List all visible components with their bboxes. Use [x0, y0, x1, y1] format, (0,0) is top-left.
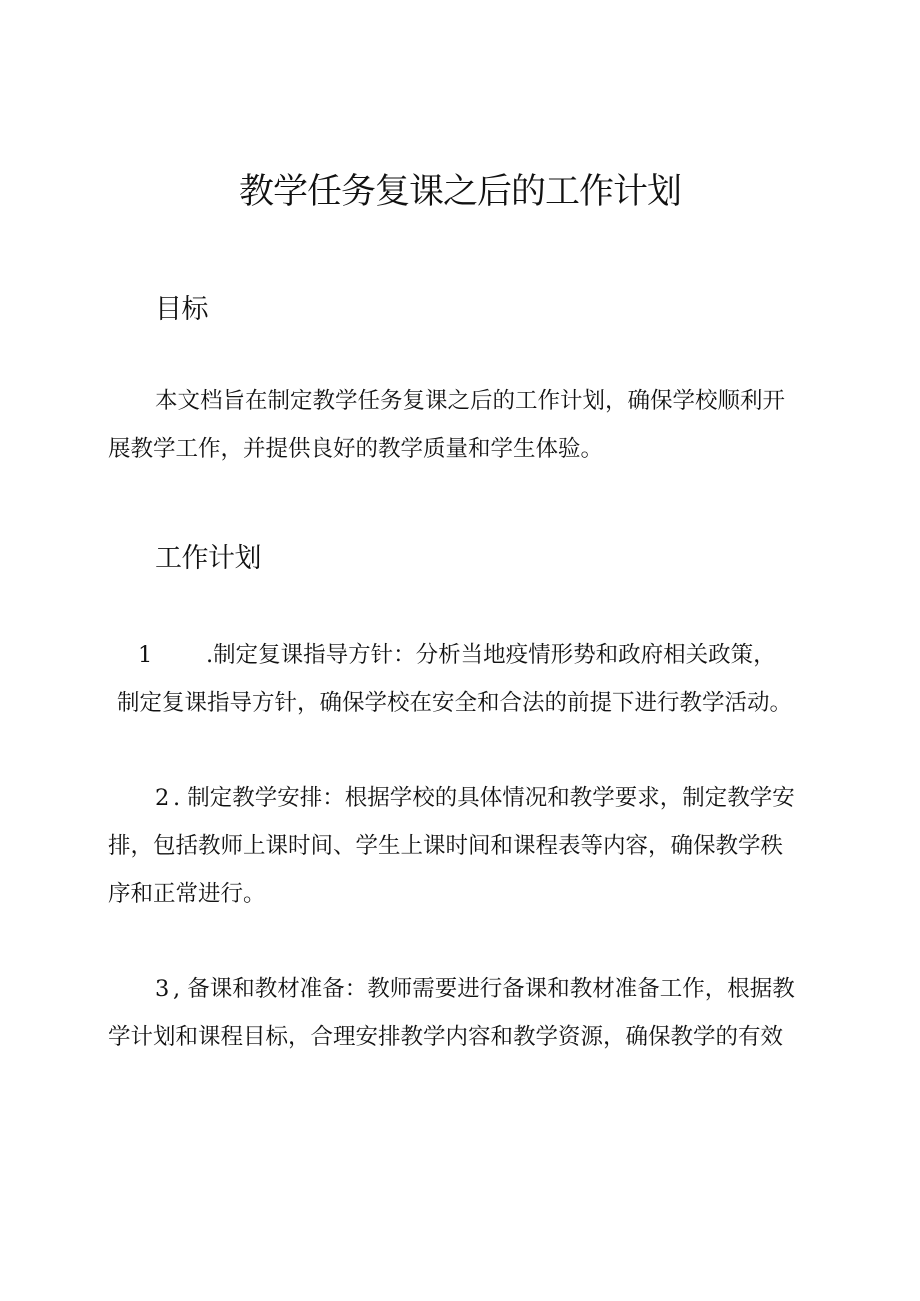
plan-item-2-line-3: 序和正常进行。 — [108, 881, 266, 907]
goal-line-2: 展教学工作，并提供良好的教学质量和学生体验。 — [108, 436, 604, 462]
plan-item-3 — [108, 965, 808, 1061]
plan-item-1-text-1: .制定复课指导方针：分析当地疫情形势和政府相关政策， — [206, 642, 776, 668]
plan-item-2-text-1: . 制定教学安排：根据学校的具体情况和教学要求，制定教学安 — [173, 785, 795, 811]
goal-line-1: 本文档旨在制定教学任务复课之后的工作计划，确保学校顺利开 — [155, 388, 786, 414]
plan-item-1-number: 1 — [138, 642, 153, 668]
plan-item-1 — [108, 631, 808, 727]
plan-item-3-line-1 — [108, 965, 808, 1013]
plan-item-1-line-1 — [108, 631, 808, 679]
goal-paragraph — [108, 377, 808, 473]
plan-item-2-number: 2 — [155, 785, 170, 811]
plan-heading: 工作计划 — [155, 543, 261, 574]
document-title: 教学任务复课之后的工作计划 — [238, 172, 681, 212]
plan-item-2-line-2: 排，包括教师上课时间、学生上课时间和课程表等内容，确保教学秩 — [108, 833, 784, 859]
plan-item-1-line-2: 制定复课指导方针，确保学校在安全和合法的前提下进行教学活动。 — [117, 690, 793, 716]
plan-item-3-number: 3 — [155, 976, 170, 1002]
goal-heading: 目标 — [155, 294, 208, 325]
plan-item-3-line-2: 学计划和课程目标，合理安排教学内容和教学资源，确保教学的有效 — [108, 1024, 784, 1050]
plan-item-2-line-1 — [108, 774, 808, 822]
plan-item-2 — [108, 774, 808, 918]
plan-item-3-text-1: , 备课和教材准备：教师需要进行备课和教材准备工作，根据教 — [173, 976, 795, 1002]
